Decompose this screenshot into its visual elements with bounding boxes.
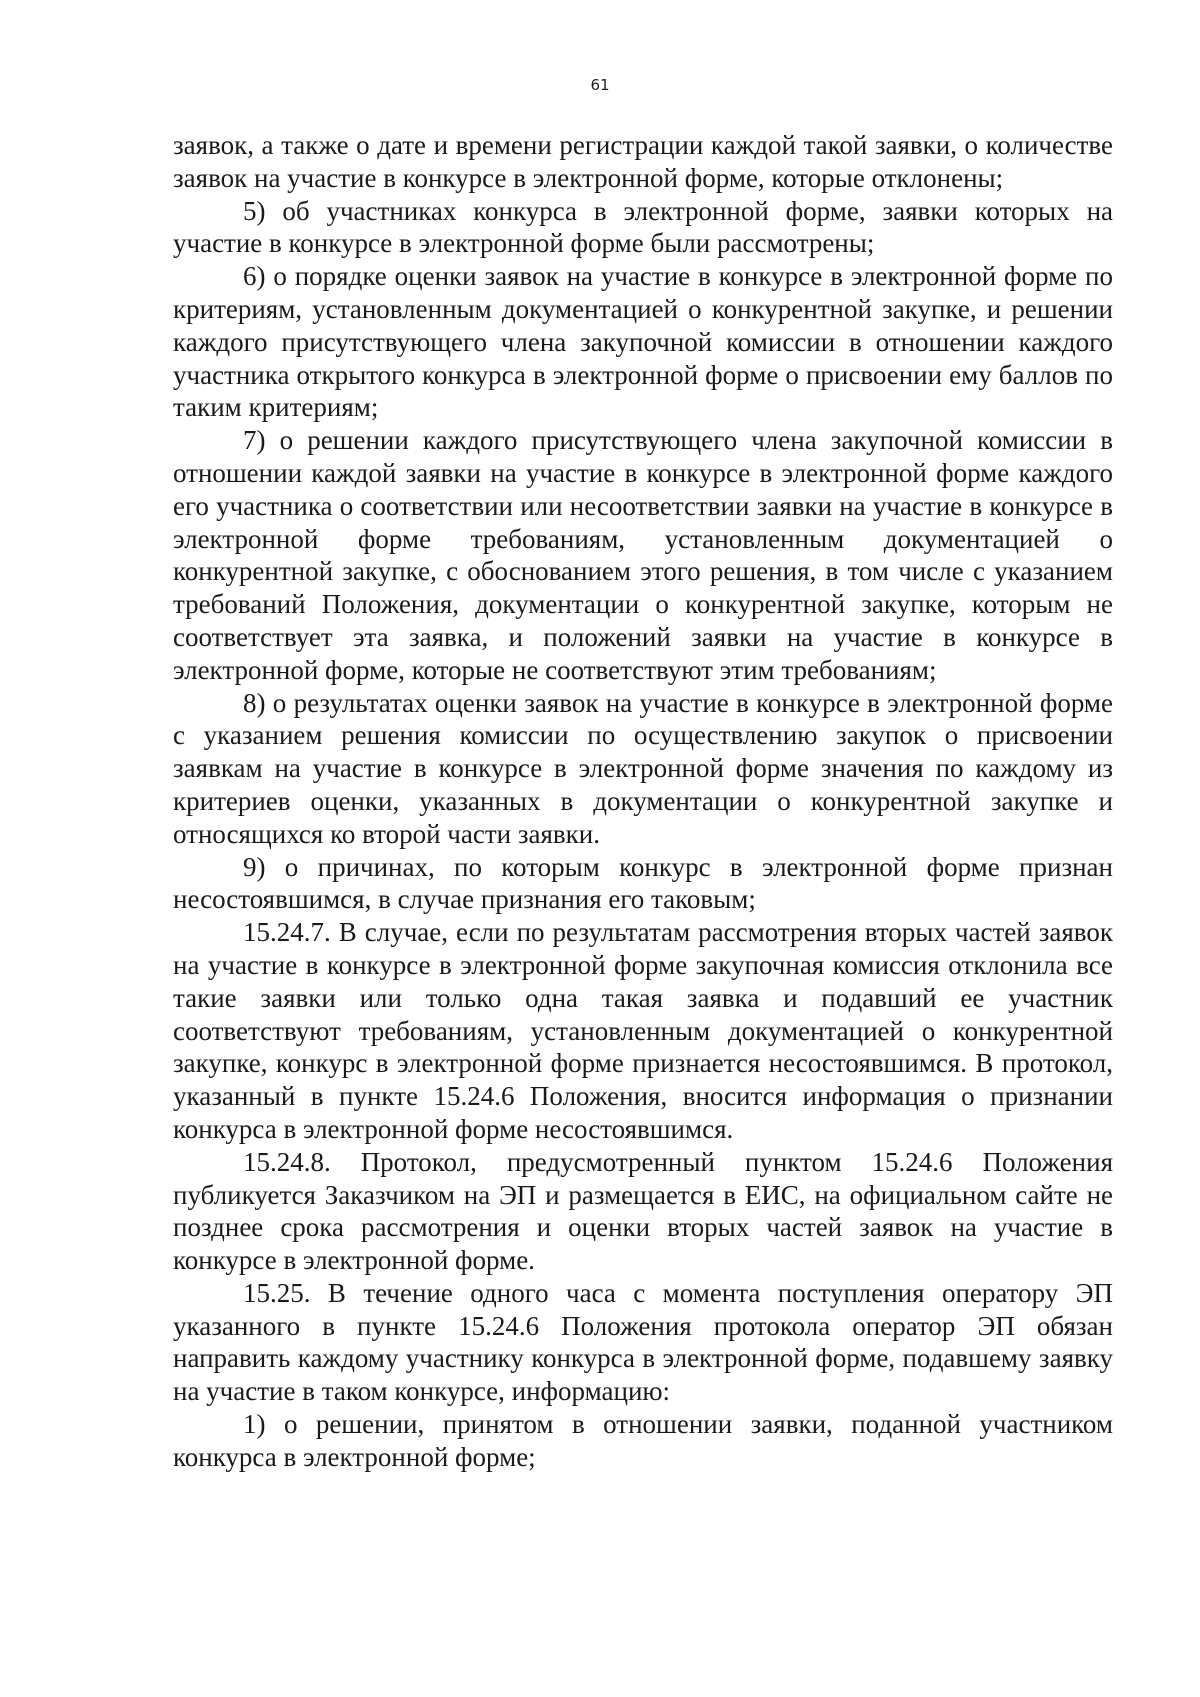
- page-number: 61: [590, 76, 610, 94]
- paragraph-15-25: 15.25. В течение одного часа с момента поступления оператору ЭП указанного в пункте 15.24.6 Положения протокола оператор ЭП обязан направить каждому участнику конкурса в электронной форме, подавшему заявку на участие в таком конкурсе, информацию:: [173, 1277, 1113, 1407]
- paragraph-15-25-item-1: 1) о решении, принятом в отношении заявки, поданной участником конкурса в электронной форме;: [173, 1409, 1113, 1472]
- paragraph-15-24-7: 15.24.7. В случае, если по результатам рассмотрения вторых частей заявок на участие в конкурсе в электронной форме закупочная комиссия отклонила все такие заявки или только одна такая заявка и подавший ее участник соответствуют требованиям, установленным документацией о конкурентной закупке, конкурс в электронной форме признается несостоявшимся. В протокол, указанный в пункте 15.24.6 Положения, вносится информация о признании конкурса в электронной форме несостоявшимся.: [173, 917, 1113, 1144]
- paragraph-item-8: 8) о результатах оценки заявок на участие в конкурсе в электронной форме с указанием решения комиссии по осуществлению закупок о присвоении заявкам на участие в конкурсе в электронной форме значения по каждому из критериев оценки, указанных в документации о конкурентной закупке и относящихся ко второй части заявки.: [173, 687, 1113, 849]
- paragraph-item-7: 7) о решении каждого присутствующего члена закупочной комиссии в отношении каждой заявки на участие в конкурсе в электронной форме каждого его участника о соответствии или несоответствии заявки на участие в конкурсе в электронной форме требованиям, установленным документацией о конкурентной закупке, с обоснованием этого решения, в том числе с указанием требований Положения, документации о конкурентной закупке, которым не соответствует эта заявка, и положений заявки на участие в конкурсе в электронной форме, которые не соответствуют этим требованиям;: [173, 425, 1113, 685]
- paragraph-item-5: 5) об участниках конкурса в электронной форме, заявки которых на участие в конкурсе в электронной форме были рассмотрены;: [173, 195, 1113, 259]
- paragraph-continuation: заявок, а также о дате и времени регистрации каждой такой заявки, о количестве заявок на участие в конкурсе в электронной форме, которые отклонены;: [173, 130, 1113, 193]
- paragraph-item-6: 6) о порядке оценки заявок на участие в конкурсе в электронной форме по критериям, установленным документацией о конкурентной закупке, и решении каждого присутствующего члена закупочной комиссии в отношении каждого участника открытого конкурса в электронной форме о присвоении ему баллов по таким критериям;: [173, 261, 1113, 423]
- paragraph-15-24-8: 15.24.8. Протокол, предусмотренный пунктом 15.24.6 Положения публикуется Заказчиком на ЭП и размещается в ЕИС, на официальном сайте не позднее срока рассмотрения и оценки вторых частей заявок на участие в конкурсе в электронной форме.: [173, 1146, 1113, 1276]
- document-body: [173, 129, 1113, 1474]
- paragraph-item-9: 9) о причинах, по которым конкурс в электронной форме признан несостоявшимся, в случае признания его таковым;: [173, 851, 1113, 915]
